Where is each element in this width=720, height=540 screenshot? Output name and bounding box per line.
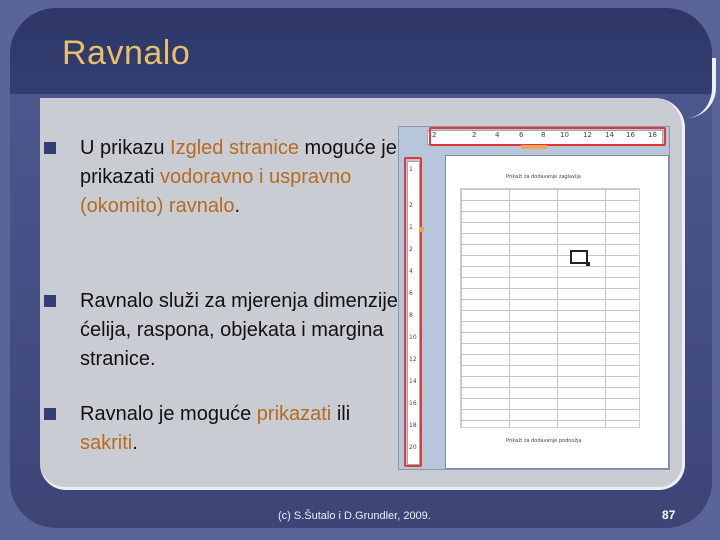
ruler-tick: 2 bbox=[472, 131, 477, 139]
ruler-tick: 14 bbox=[605, 131, 614, 139]
bullet-item bbox=[40, 287, 400, 374]
ruler-tick: 16 bbox=[409, 400, 417, 407]
ruler-margin-marker bbox=[419, 227, 424, 232]
ruler-tick: 10 bbox=[409, 334, 417, 341]
bullet-text: Ravnalo služi za mjerenja dimenzije ćelija, raspona, objekata i margina stranice. bbox=[80, 290, 398, 370]
highlight-text: sakriti bbox=[80, 432, 133, 454]
ruler-tick: 18 bbox=[648, 131, 657, 139]
footer-credit: (c) S.Šutalo i D.Grundler, 2009. bbox=[278, 510, 431, 522]
ruler-tick: 8 bbox=[541, 131, 546, 139]
ruler-tick: 2 bbox=[432, 131, 437, 139]
bullet-text: ili bbox=[331, 403, 351, 425]
bullet-text: . bbox=[234, 195, 241, 217]
ruler-tick: 10 bbox=[560, 131, 569, 139]
ruler-tick: 6 bbox=[519, 131, 524, 139]
bullet-square-icon bbox=[44, 295, 56, 307]
highlight-text: prikazati bbox=[256, 403, 332, 425]
horizontal-ruler-highlight bbox=[429, 127, 666, 146]
ruler-tick: 1 bbox=[409, 166, 413, 173]
bullet-square-icon bbox=[44, 408, 56, 420]
vertical-ruler-highlight bbox=[404, 157, 422, 467]
highlight-text: vodoravno i uspravno (okomito) ravnalo bbox=[80, 166, 352, 217]
bullet-square-icon bbox=[44, 142, 56, 154]
ruler-tick: 8 bbox=[409, 312, 413, 319]
bullet-item bbox=[40, 400, 400, 458]
word-screenshot bbox=[398, 126, 670, 470]
ruler-tick: 4 bbox=[409, 268, 413, 275]
document-page[interactable] bbox=[445, 155, 669, 469]
bullet-text: U prikazu bbox=[80, 137, 171, 159]
ruler-tick: 2 bbox=[409, 246, 413, 253]
ruler-tick: 1 bbox=[409, 224, 413, 231]
bullet-text: Ravnalo je moguće bbox=[80, 403, 257, 425]
ruler-tick: 6 bbox=[409, 290, 413, 297]
ruler-tick: 18 bbox=[409, 422, 417, 429]
ruler-tick: 2 bbox=[409, 202, 413, 209]
ruler-margin-marker bbox=[521, 145, 547, 149]
bullet-text: moguće je prikazati bbox=[80, 137, 397, 188]
slide-title: Ravnalo bbox=[62, 34, 191, 72]
highlight-text: Izgled stranice bbox=[170, 137, 299, 159]
ruler-tick: 20 bbox=[409, 444, 417, 451]
bullet-item bbox=[40, 134, 400, 221]
active-cell[interactable] bbox=[570, 250, 588, 264]
ruler-tick: 4 bbox=[495, 131, 500, 139]
ruler-tick: 16 bbox=[626, 131, 635, 139]
page-header-text[interactable]: Prikaži za dodavanje zaglavlja bbox=[506, 174, 581, 180]
ruler-tick: 12 bbox=[409, 356, 417, 363]
ruler-tick: 12 bbox=[583, 131, 592, 139]
page-footer-text[interactable]: Prikaži za dodavanje podnožja bbox=[506, 438, 582, 444]
ruler-tick: 14 bbox=[409, 378, 417, 385]
cell-grid[interactable] bbox=[460, 188, 640, 428]
slide-number: 87 bbox=[662, 508, 676, 522]
bullet-text: . bbox=[132, 432, 138, 454]
